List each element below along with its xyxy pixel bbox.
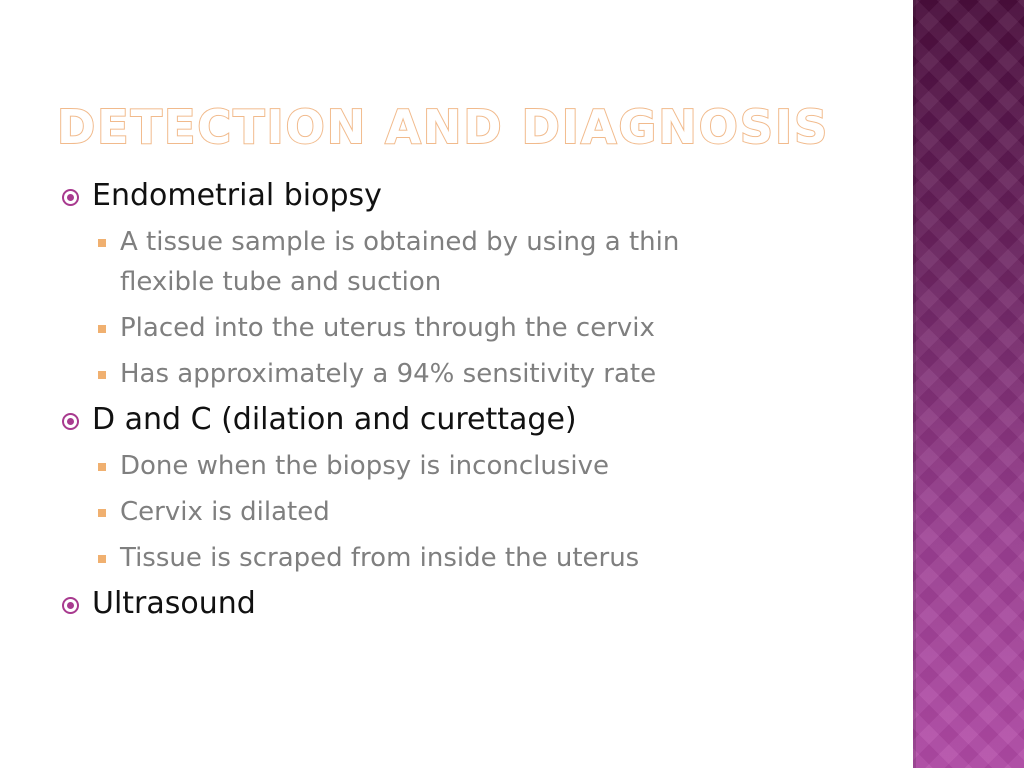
sub-bullet-item [98,222,902,302]
sub-bullet-label: Placed into the uterus through the cervix [120,313,655,343]
sub-bullet-item [98,538,902,578]
sub-bullet-label: Done when the biopsy is inconclusive [120,451,609,481]
square-bullet-icon [98,371,106,379]
sub-bullet-label: A tissue sample is obtained by using a thin flexible tube and suction [120,227,680,297]
square-bullet-icon [98,239,106,247]
sub-bullet-label: Cervix is dilated [120,497,330,527]
circle-bullet-icon [62,189,79,206]
square-bullet-icon [98,509,106,517]
sub-bullet-item [98,492,902,532]
bullet-list [62,178,902,622]
decorative-side-band [913,0,1024,768]
circle-bullet-icon [62,413,79,430]
sub-bullet-item [98,446,902,486]
bullet-item [62,178,902,214]
square-bullet-icon [98,325,106,333]
bullet-label: Ultrasound [92,586,256,621]
sub-bullet-list [98,222,902,394]
circle-bullet-icon [62,597,79,614]
bullet-label: D and C (dilation and curettage) [92,402,577,437]
slide-title: DETECTION AND DIAGNOSIS [57,100,830,154]
bullet-item [62,402,902,438]
bullet-label: Endometrial biopsy [92,178,382,213]
square-bullet-icon [98,463,106,471]
sub-bullet-label: Tissue is scraped from inside the uterus [120,543,640,573]
square-bullet-icon [98,555,106,563]
bullet-item [62,586,902,622]
sub-bullet-label: Has approximately a 94% sensitivity rate [120,359,657,389]
sub-bullet-list [98,446,902,578]
sub-bullet-item [98,354,902,394]
sub-bullet-item [98,308,902,348]
